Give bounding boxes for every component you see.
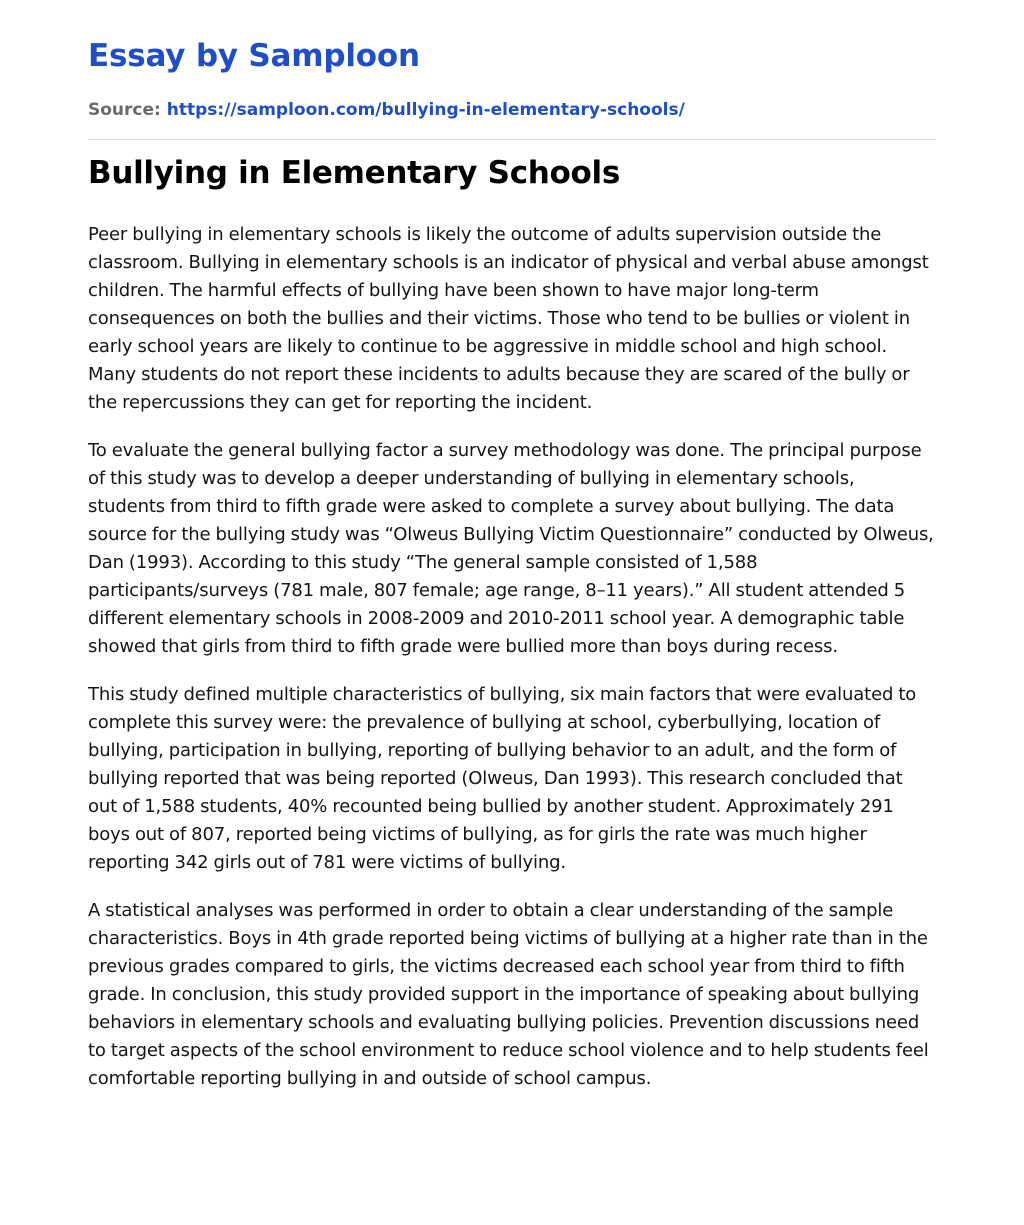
paragraph-3: This study defined multiple characteristics of bullying, six main factors that were evaluated to complete this survey were: the prevalence of bullying at school, cyberbullying, location of bullying, participation in bullying, reporting of bullying behavior to an adult, and the form of bullying reported that was being reported (Olweus, Dan 1993). This research concluded that out of 1,588 students, 40% recounted being bullied by another student. Approximately 291 boys out of 807, reported being victims of bullying, as for girls the rate was much higher reporting 342 girls out of 781 were victims of bullying. (88, 684, 917, 873)
source-line (88, 97, 936, 123)
header-divider (88, 139, 936, 140)
paragraph-2: To evaluate the general bullying factor a survey methodology was done. The principal purpose of this study was to develop a deeper understanding of bullying in elementary schools, students from third to fifth grade were asked to complete a survey about bullying. The data source for the bullying study was “Olweus Bullying Victim Questionnaire” conducted by Olweus, Dan (1993). According to this study “The general sample consisted of 1,588 participants/surveys (781 male, 807 female; age range, 8–11 years).” All student attended 5 different elementary schools in 2008-2009 and 2010-2011 school year. A demographic table showed that girls from third to fifth grade were bullied more than boys during recess. (88, 440, 934, 657)
site-brand-title: Essay by Samploon (88, 38, 420, 74)
article-title: Bullying in Elementary Schools (88, 155, 621, 191)
source-label: Source: (88, 100, 161, 120)
source-link[interactable]: https://samploon.com/bullying-in-elementary-schools/ (166, 100, 685, 120)
essay-page (88, 0, 936, 1093)
article-body (88, 221, 936, 1093)
paragraph-4: A statistical analyses was performed in order to obtain a clear understanding of the sample characteristics. Boys in 4th grade reported being victims of bullying at a higher rate than in the previous grades compared to girls, the victims decreased each school year from third to fifth grade. In conclusion, this study provided support in the importance of speaking about bullying behaviors in elementary schools and evaluating bullying policies. Prevention discussions need to target aspects of the school environment to reduce school violence and to help students feel comfortable reporting bullying in and outside of school campus. (88, 900, 929, 1089)
paragraph-1: Peer bullying in elementary schools is likely the outcome of adults supervision outside the classroom. Bullying in elementary schools is an indicator of physical and verbal abuse amongst children. The harmful effects of bullying have been shown to have major long-term consequences on both the bullies and their victims. Those who tend to be bullies or violent in early school years are likely to continue to be aggressive in middle school and high school. Many students do not report these incidents to adults because they are scared of the bully or the repercussions they can get for reporting the incident. (88, 224, 929, 413)
